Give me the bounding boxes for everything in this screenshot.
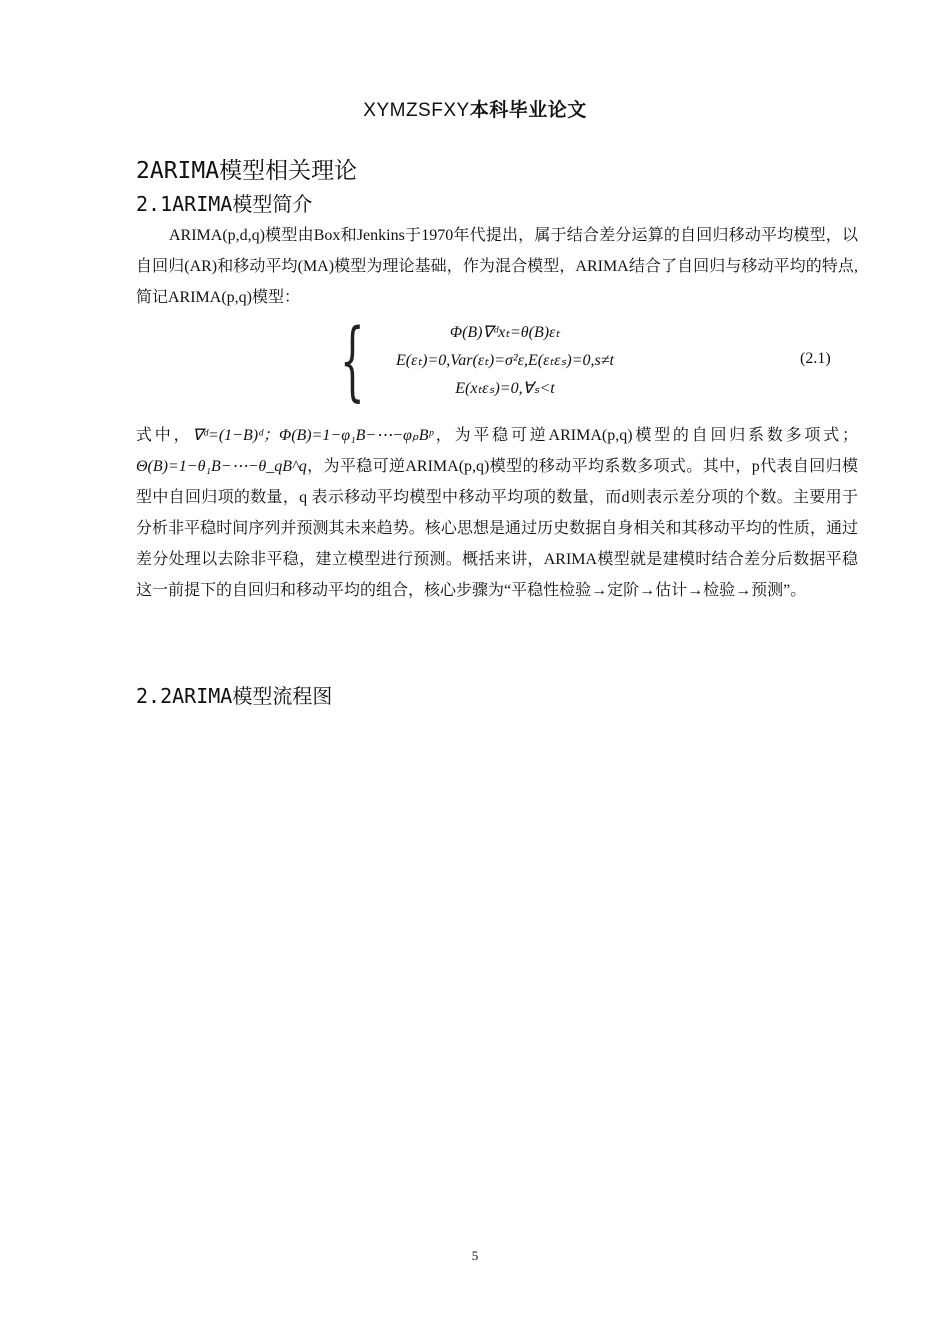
page-number: 5: [471, 1248, 479, 1263]
inline-math-ar-polynomial: ∇ᵈ=(1−B)ᵈ；Φ(B)=1−φ₁B−⋯−φₚBᵖ: [192, 427, 434, 444]
page-header: [0, 95, 950, 122]
paragraph-explanation: [136, 420, 858, 606]
paragraph-intro: ARIMA(p,d,q)模型由Box和Jenkins于1970年代提出，属于结合差分运算的自回归移动平均模型，以自回归(AR)和移动平均(MA)模型为理论基础，作为混合模型，ARIMA结合了自回归与移动平均的特点,简记ARIMA(p,q)模型：: [136, 227, 858, 306]
equation-line-3: E(xₜεₛ)=0,∀ₛ<t: [455, 380, 555, 397]
subsection-title-2-2: 2.2ARIMA模型流程图: [136, 684, 333, 708]
explanation-prefix: 式中，: [136, 427, 193, 444]
equation-line-1: Φ(B)∇ᵈxₜ=θ(B)εₜ: [449, 324, 561, 341]
header-code: XYMZSFXY: [363, 100, 470, 121]
equation-block: [340, 311, 670, 411]
subsection-title-2-1: 2.1ARIMA模型简介: [136, 192, 313, 216]
explanation-text-b: ，为平稳可逆ARIMA(p,q)模型的移动平均系数多项式。其中，p代表自回归模型中自回归项的数量，q 表示移动平均模型中移动平均项的数量，而d则表示差分项的个数。主要用于分析非平稳时间序列并预测其未来趋势。核心思想是通过历史数据自身相关和其移动平均的性质，通过差分处理以去除非平稳，建立模型进行预测。概括来讲，ARIMA模型就是建模时结合差分后数据平稳这一前提下的自回归和移动平均的组合，核心步骤为“平稳性检验→定阶→估计→检验→预测”。: [136, 458, 858, 599]
equation-brace: {: [340, 311, 365, 411]
section-title: 2ARIMA模型相关理论: [136, 158, 358, 184]
inline-math-ma-polynomial: Θ(B)=1−θ₁B−⋯−θ_qB^q: [136, 458, 307, 475]
equation-number: (2.1): [800, 350, 831, 367]
equation-line-2: E(εₜ)=0,Var(εₜ)=σ²ε,E(εₜεₛ)=0,s≠t: [396, 352, 614, 369]
header-title: 本科毕业论文: [469, 99, 587, 121]
explanation-text-a: ，为平稳可逆ARIMA(p,q)模型的自回归系数多项式；: [433, 427, 858, 444]
